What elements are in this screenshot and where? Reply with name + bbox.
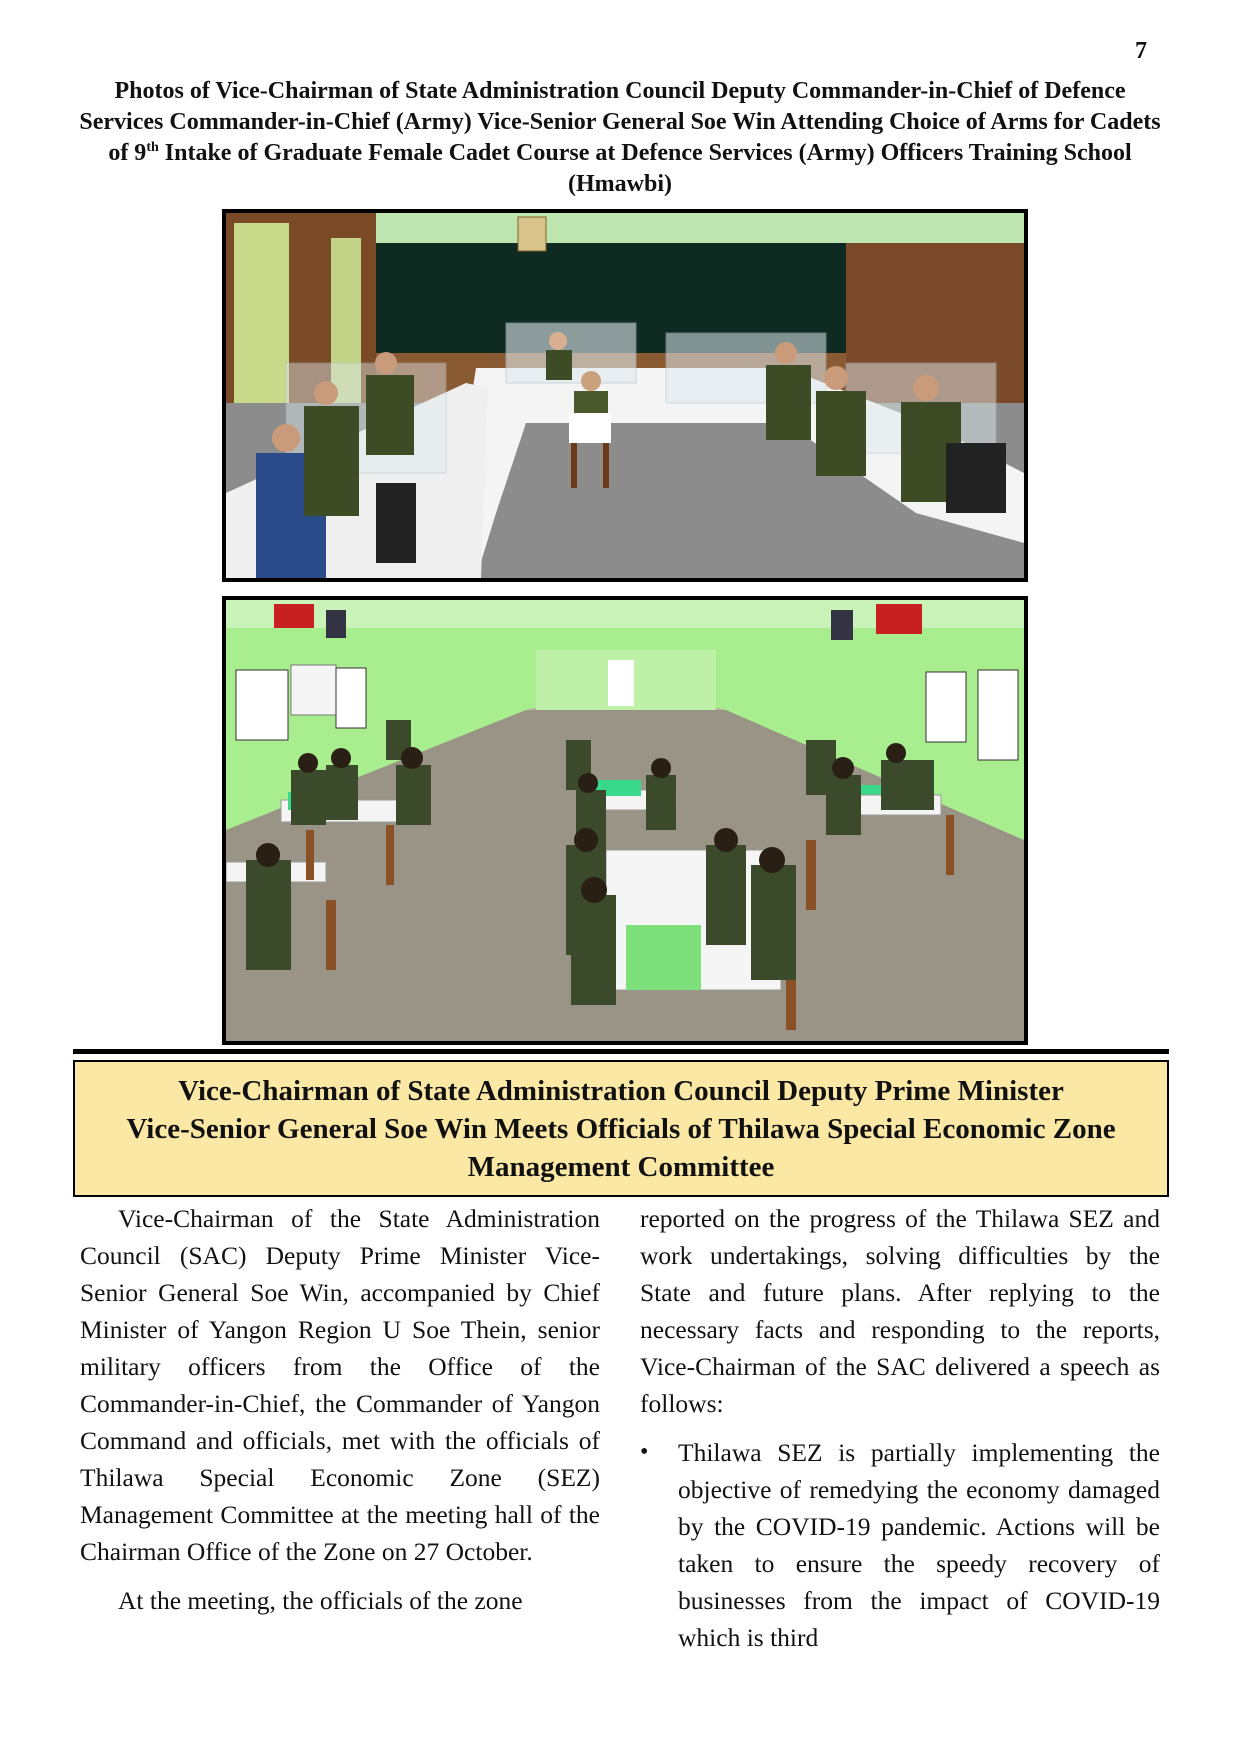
headline-line-1: Vice-Chairman of State Administration Council Deputy Prime Minister (178, 1074, 1064, 1107)
photo-choice-of-arms-meeting (222, 209, 1028, 582)
photo-meeting-illustration (226, 213, 1024, 578)
photo-dining-hall-cadets (222, 596, 1028, 1045)
speech-bullet-1: • Thilawa SEZ is partially implementing the objective of remedying the economy damaged by the COVID-19 pandemic. Actions will be taken to ensure the speedy recovery of businesses from the impact of COVID-19 which is third (640, 1434, 1160, 1656)
article-paragraph-2-start: At the meeting, the officials of the zone (118, 1586, 523, 1615)
photo-heading-part1: Photos of Vice-Chairman of State Administration Council Deputy Commander-in-Chief of Defence Services Commander-in-Chief (Army) Vice-Senior General Soe Win Attending Choice of Arms for Cadets of 9 (79, 78, 1161, 166)
headline-line-3: Management Committee (467, 1150, 775, 1183)
article-headline-box (73, 1060, 1169, 1197)
photo-heading-part2: Intake of Graduate Female Cadet Course at Defence Services (Army) Officers Training School (Hmawbi) (158, 140, 1132, 197)
page-number: 7 (1135, 38, 1147, 64)
article-column-left (80, 1200, 600, 1619)
photo-heading-superscript: th (146, 140, 159, 155)
article-paragraph-1: Vice-Chairman of the State Administration Council (SAC) Deputy Prime Minister Vice-Senior General Soe Win, accompanied by Chief Minister of Yangon Region U Soe Thein, senior military officers from the Office of the Commander-in-Chief, the Commander of Yangon Command and officials, met with the officials of Thilawa Special Economic Zone (SEZ) Management Committee at the meeting hall of the Chairman Office of the Zone on 27 October. (80, 1204, 600, 1566)
photo-heading (75, 76, 1165, 200)
headline-top-rule (73, 1049, 1169, 1054)
article-paragraph-2-continued: reported on the progress of the Thilawa SEZ and work undertakings, solving difficulties by the State and future plans. After replying to the necessary facts and responding to the reports, Vice-Chairman of the SAC delivered a speech as follows: (640, 1204, 1160, 1418)
article-headline (116, 1072, 1125, 1186)
photo-dining-illustration (226, 600, 1024, 1041)
article-column-right (640, 1200, 1160, 1656)
headline-line-2: Vice-Senior General Soe Win Meets Officials of Thilawa Special Economic Zone (126, 1112, 1116, 1145)
speech-bullet-list (640, 1434, 1160, 1656)
